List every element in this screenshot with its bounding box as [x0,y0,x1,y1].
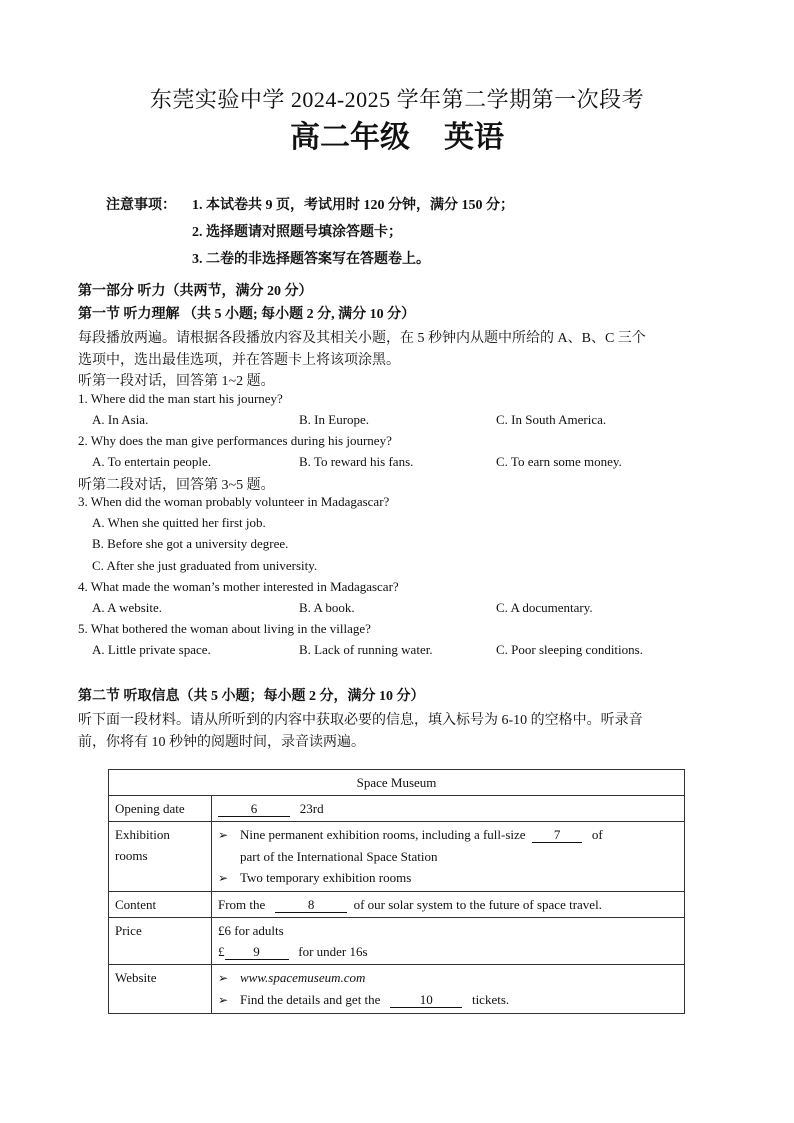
dialog2-intro: 听第二段对话，回答第 3~5 题。 [78,478,275,493]
question-1: 1. Where did the man start his journey? [78,391,283,406]
price-currency: £ [218,944,225,959]
part1-title: 第一部分 听力（共两节，满分 20 分） [78,284,313,299]
blank-9[interactable]: 9 [225,945,289,960]
exhibition-line1: Nine permanent exhibition rooms, including a full-size [240,827,526,842]
q4-option-c: C. A documentary. [496,600,593,615]
section1-instructions-1: 每段播放两遍。请根据各段播放内容及其相关小题，在 5 秒钟内从题中所给的 A、B、C 三个 [78,331,646,346]
arrow-bullet-icon: ➢ [218,871,229,885]
exhibition-label [109,822,212,892]
table-row [109,965,685,1014]
exhibition-label-line2: rooms [115,848,148,863]
notice-item-2: 2. 选择题请对照题号填涂答题卡； [192,225,402,240]
website-line2: Find the details and get the [240,992,381,1007]
q2-option-a: A. To entertain people. [92,454,212,469]
content-label: Content [109,892,212,918]
content-after: of our solar system to the future of space travel. [353,897,602,912]
q3-option-b: B. Before she got a university degree. [92,536,289,551]
space-museum-table [108,769,685,1014]
question-5: 5. What bothered the woman about living in the village? [78,621,371,636]
exhibition-line1-end: of [591,827,603,842]
table-row [109,892,685,918]
arrow-bullet-icon: ➢ [218,971,229,985]
website-label: Website [109,965,212,1014]
q5-option-a: A. Little private space. [92,642,211,657]
blank-10[interactable]: 10 [390,993,462,1008]
subject-label: 英语 [444,120,504,155]
exhibition-label-line1: Exhibition [115,827,170,842]
price-adults: £6 for adults [218,923,284,938]
price-label: Price [109,918,212,965]
blank-7[interactable]: 7 [532,828,582,843]
exhibition-line2: part of the International Space Station [240,849,438,864]
section2-title: 第二节 听取信息（共 5 小题；每小题 2 分，满分 10 分） [78,689,425,704]
table-caption: Space Museum [109,770,685,796]
q5-option-b: B. Lack of running water. [299,642,433,657]
table-row [109,918,685,965]
notice-item-3: 3. 二卷的非选择题答案写在答题卷上。 [192,252,430,267]
content-before: From the [218,897,266,912]
question-4: 4. What made the woman’s mother interested in Madagascar? [78,579,399,594]
table-row [109,770,685,796]
question-3: 3. When did the woman probably volunteer in Madagascar? [78,494,390,509]
q2-option-c: C. To earn some money. [496,454,622,469]
grade-label: 高二年级 [290,120,410,155]
website-cell [212,965,685,1014]
exhibition-line3: Two temporary exhibition rooms [240,870,412,885]
exhibition-cell [212,822,685,892]
section1-instructions-2: 选项中，选出最佳选项，并在答题卡上将该项涂黑。 [78,353,400,368]
q3-option-a: A. When she quitted her first job. [92,515,266,530]
table-row [109,796,685,822]
section2-instructions-2: 前，你将有 10 秒钟的阅题时间，录音读两遍。 [78,735,365,750]
opening-date-cell [212,796,685,822]
q5-option-c: C. Poor sleeping conditions. [496,642,643,657]
arrow-bullet-icon: ➢ [218,828,229,842]
website-url: www.spacemuseum.com [240,970,366,985]
section1-title: 第一节 听力理解 （共 5 小题; 每小题 2 分, 满分 10 分） [78,307,416,322]
q1-option-c: C. In South America. [496,412,607,427]
opening-date-label: Opening date [109,796,212,822]
opening-date-day: 23rd [299,801,324,816]
q3-option-c: C. After she just graduated from university. [92,558,318,573]
q4-option-a: A. A website. [92,600,163,615]
website-line2-end: tickets. [471,992,510,1007]
question-2: 2. Why does the man give performances during his journey? [78,433,392,448]
blank-8[interactable]: 8 [275,898,347,913]
school-title: 东莞实验中学 2024-2025 学年第二学期第一次段考 [149,87,645,112]
price-cell [212,918,685,965]
arrow-bullet-icon: ➢ [218,993,229,1007]
notice-item-1: 1. 本试卷共 9 页，考试用时 120 分钟，满分 150 分； [192,198,514,213]
dialog1-intro: 听第一段对话，回答第 1~2 题。 [78,374,275,389]
q1-option-a: A. In Asia. [92,412,149,427]
q4-option-b: B. A book. [299,600,355,615]
notice-label: 注意事项： [106,198,176,213]
blank-6[interactable]: 6 [218,802,290,817]
q1-option-b: B. In Europe. [299,412,370,427]
section2-instructions-1: 听下面一段材料。请从所听到的内容中获取必要的信息，填入标号为 6-10 的空格中。听录音 [78,713,643,728]
content-cell [212,892,685,918]
q2-option-b: B. To reward his fans. [299,454,414,469]
price-under16: for under 16s [298,944,368,959]
exam-title [0,112,794,156]
table-row [109,822,685,892]
